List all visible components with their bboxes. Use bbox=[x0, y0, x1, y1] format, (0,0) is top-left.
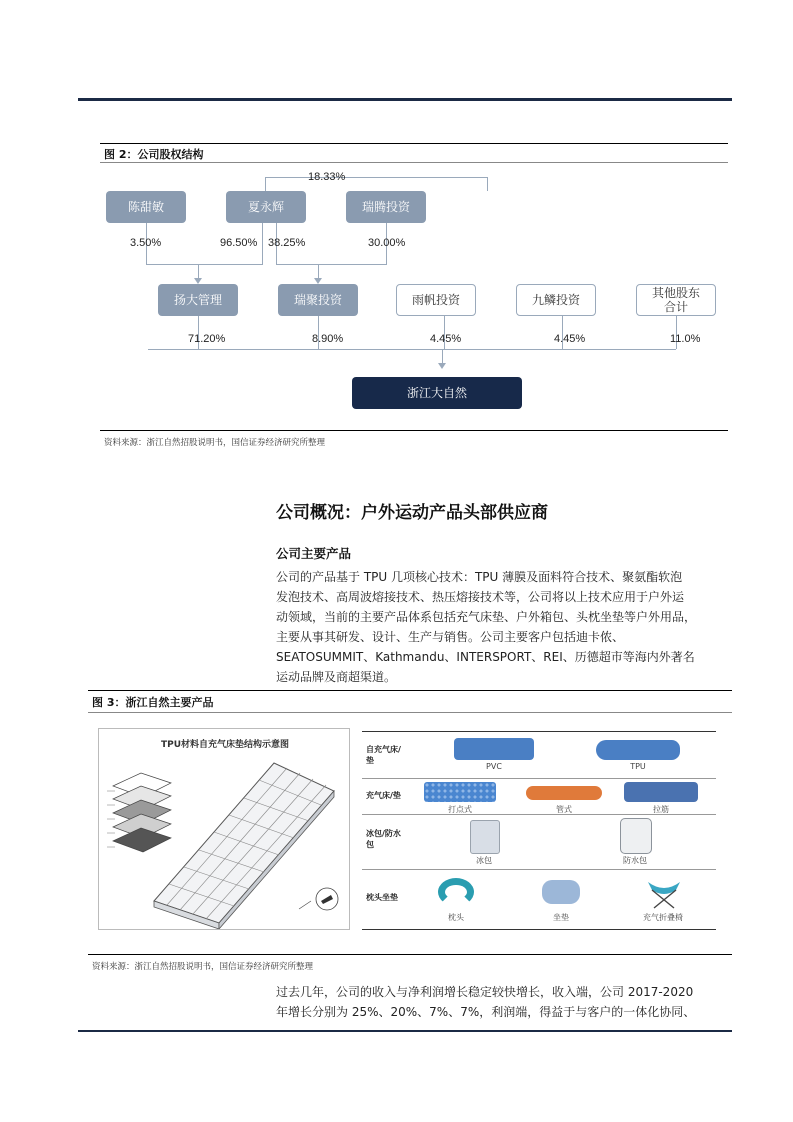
product-caption: 防水包 bbox=[623, 856, 647, 865]
connector bbox=[318, 264, 319, 278]
paragraph-line: 主要从事其研发、设计、生产与销售。公司主要客户包括迪卡侬、 bbox=[276, 630, 625, 644]
mattress-diagram bbox=[98, 728, 350, 930]
row-label: 枕头坐垫 bbox=[366, 893, 398, 902]
pct-xia-ruiteng: 18.33% bbox=[308, 171, 346, 183]
node-root: 浙江大自然 bbox=[352, 377, 522, 409]
tube-mattress bbox=[526, 786, 602, 800]
connector bbox=[265, 177, 487, 178]
pvc-mattress bbox=[454, 738, 534, 760]
connector bbox=[442, 349, 443, 364]
dot-mattress bbox=[424, 782, 496, 802]
header-rule bbox=[78, 98, 732, 101]
node-ruiju: 瑞聚投资 bbox=[278, 284, 358, 316]
product-caption: 枕头 bbox=[448, 913, 464, 922]
section-paragraph bbox=[276, 567, 732, 687]
row-divider bbox=[362, 869, 716, 870]
connector bbox=[276, 264, 386, 265]
paragraph-line: 发泡技术、高周波熔接技术、热压熔接技术等，公司将以上技术应用于户外运 bbox=[276, 590, 685, 604]
footer-rule bbox=[78, 1030, 732, 1032]
connector bbox=[198, 264, 199, 278]
diagram-title: TPU材料自充气床垫结构示意图 bbox=[160, 740, 290, 750]
figure2-title: 图 2：公司股权结构 bbox=[104, 148, 204, 161]
pct-chen-yangda: 3.50% bbox=[130, 237, 162, 249]
footer-paragraph bbox=[276, 982, 732, 1022]
paragraph-line: 公司的产品基于 TPU 几项核心技术：TPU 薄膜及面料符合技术、聚氨酯软泡 bbox=[276, 570, 683, 584]
pct-ruiteng-ruiju: 30.00% bbox=[368, 237, 406, 249]
product-caption: 拉筋 bbox=[653, 805, 669, 814]
connector bbox=[148, 349, 676, 350]
figure2-top-rule bbox=[100, 143, 728, 144]
folding-chair bbox=[642, 876, 686, 910]
rib-mattress bbox=[624, 782, 698, 802]
ownership-chart bbox=[100, 163, 728, 428]
row-label: 冰包/防水包 bbox=[366, 829, 401, 849]
product-caption: 冰包 bbox=[476, 856, 492, 865]
pct-yangda-root: 71.20% bbox=[188, 333, 226, 345]
node-yufan: 雨帆投资 bbox=[396, 284, 476, 316]
pct-xia-yangda: 96.50% bbox=[220, 237, 258, 249]
tpu-mattress bbox=[596, 740, 680, 760]
connector bbox=[265, 177, 266, 191]
row-divider bbox=[362, 778, 716, 779]
product-caption: 坐垫 bbox=[553, 913, 569, 922]
node-chen: 陈甜敏 bbox=[106, 191, 186, 223]
figure3-title: 图 3：浙江自然主要产品 bbox=[92, 696, 214, 709]
paragraph-line: 运动品牌及商超渠道。 bbox=[276, 670, 397, 684]
row-label: 自充气床/垫 bbox=[366, 745, 401, 765]
node-yangda: 扬大管理 bbox=[158, 284, 238, 316]
section-heading: 公司概况：户外运动产品头部供应商 bbox=[276, 503, 548, 523]
connector bbox=[487, 177, 488, 191]
connector bbox=[146, 264, 198, 265]
seat-cushion bbox=[542, 880, 580, 904]
node-ruiteng: 瑞腾投资 bbox=[346, 191, 426, 223]
paragraph-line: 过去几年，公司的收入与净利润增长稳定较快增长，收入端，公司 2017-2020 bbox=[276, 985, 694, 999]
product-caption: TPU bbox=[630, 762, 646, 771]
mattress-illustration bbox=[99, 751, 349, 929]
product-caption: 管式 bbox=[556, 805, 572, 814]
neck-pillow bbox=[438, 878, 474, 906]
product-caption: PVC bbox=[486, 762, 502, 771]
product-table bbox=[362, 731, 716, 930]
paragraph-line: SEATOSUMMIT、Kathmandu、INTERSPORT、REI、历德超市等海内外著名 bbox=[276, 650, 695, 664]
figure3-title-rule bbox=[88, 712, 732, 713]
dry-bag bbox=[620, 818, 652, 854]
row-label: 充气床/垫 bbox=[366, 791, 401, 800]
figure3-source: 资料来源：浙江自然招股说明书，国信证券经济研究所整理 bbox=[92, 962, 314, 972]
arrow-icon bbox=[438, 363, 446, 369]
connector bbox=[262, 223, 263, 265]
paragraph-line: 年增长分别为 25%、20%、7%、7%，利润端，得益于与客户的一体化协同、 bbox=[276, 1005, 696, 1019]
paragraph-line: 动领域，当前的主要产品体系包括充气床垫、户外箱包、头枕坐垫等户外用品， bbox=[276, 610, 697, 624]
node-jiulin: 九鳞投资 bbox=[516, 284, 596, 316]
pct-yufan-root: 4.45% bbox=[430, 333, 462, 345]
product-caption: 打点式 bbox=[448, 805, 472, 814]
pct-jiulin-root: 4.45% bbox=[554, 333, 586, 345]
connector bbox=[198, 264, 262, 265]
ice-bag bbox=[470, 820, 500, 854]
figure3-top-rule bbox=[88, 690, 732, 691]
product-caption: 充气折叠椅 bbox=[643, 913, 683, 922]
section-subheading: 公司主要产品 bbox=[276, 546, 352, 561]
figure3-bottom-rule bbox=[88, 954, 732, 955]
node-xia: 夏永辉 bbox=[226, 191, 306, 223]
figure2-bottom-rule bbox=[100, 430, 728, 431]
node-others: 其他股东合计 bbox=[636, 284, 716, 316]
pct-ruiju-root: 8.90% bbox=[312, 333, 344, 345]
pct-others-root: 11.0% bbox=[670, 333, 701, 345]
figure2-source: 资料来源：浙江自然招股说明书，国信证券经济研究所整理 bbox=[104, 438, 326, 448]
pct-xia-ruiju: 38.25% bbox=[268, 237, 306, 249]
